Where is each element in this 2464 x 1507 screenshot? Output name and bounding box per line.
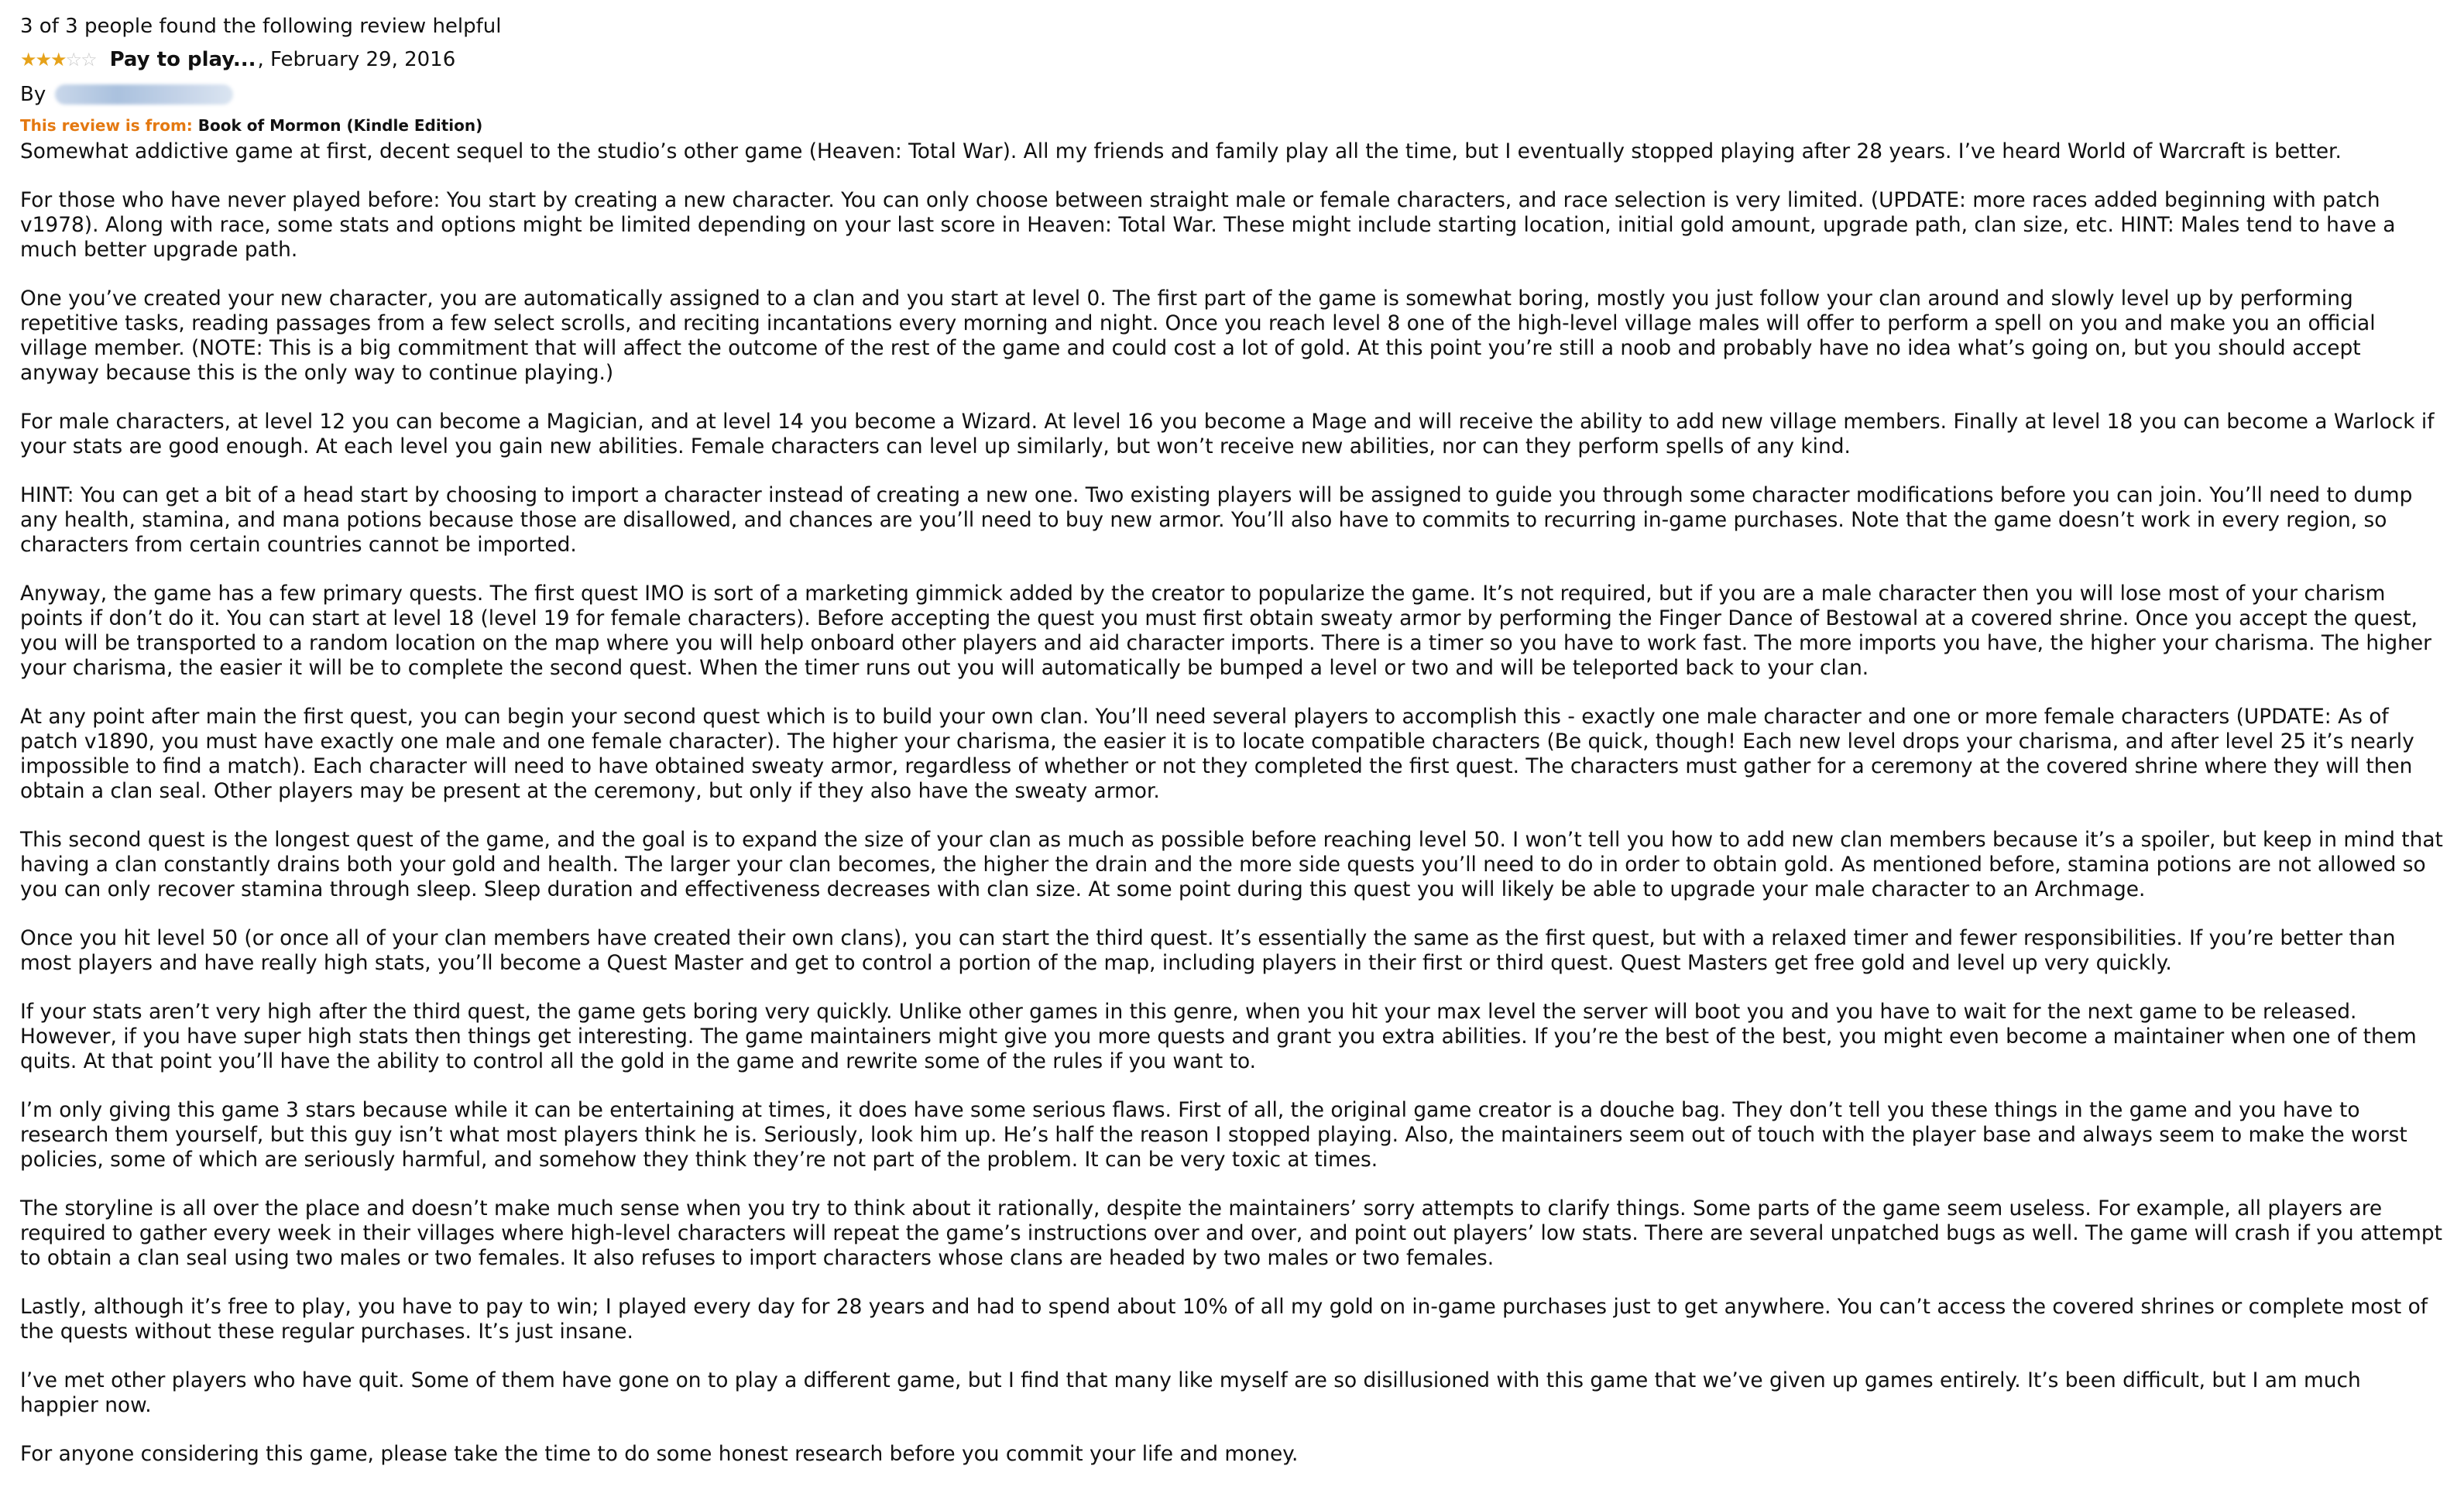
- star-filled-icon: ★: [20, 49, 36, 70]
- review-body: [20, 139, 2444, 1467]
- by-label: By: [20, 83, 46, 106]
- product-link[interactable]: Book of Mormon (Kindle Edition): [197, 116, 483, 135]
- customer-review: [20, 11, 2444, 1491]
- review-date: , February 29, 2016: [257, 48, 456, 71]
- review-paragraph: I’ve met other players who have quit. Some of them have gone on to play a different game, but I find that many like myself are so disillusioned with this game that we’ve given up games entirely. It’s been difficult, but I am much happier now.: [20, 1368, 2361, 1417]
- star-rating: [20, 50, 96, 69]
- review-source: [20, 112, 2444, 139]
- review-paragraph: At any point after main the first quest, you can begin your second quest which is to build your own clan. You’ll need several players to accomplish this - exactly one male character and one or more female characters (UPDATE: As of patch v1890, you must have exactly one male and one female character). The higher your charisma, the easier it is to locate compatible characters (Be quick, though! Each new level drops your charisma, and after level 25 it’s nearly impossible to find a match). Each character will need to have obtained sweaty armor, regardless of whether or not they completed the first quest. The characters must gather for a ceremony at the covered shrine where they will then obtain a clan seal. Other players may be present at the ceremony, but only if they also have the sweaty armor.: [20, 705, 2414, 803]
- review-from-label: This review is from:: [20, 116, 193, 135]
- review-paragraph: Anyway, the game has a few primary quests. The first quest IMO is sort of a marketing gimmick added by the creator to popularize the game. It’s not required, but if you are a male character then you will lose most of your charism points if don’t do it. You can start at level 18 (level 19 for female characters). Before accepting the quest you must first obtain sweaty armor by performing the Finger Dance of Bestowal at a covered shrine. Once you accept the quest, you will be transported to a random location on the map where you will help onboard other players and aid character imports. There is a timer so you have to work fast. The more imports you have, the higher your charisma. The higher your charisma, the easier it will be to complete the second quest. When the timer runs out you will automatically be bumped a level or two and will be teleported back to your clan.: [20, 582, 2431, 680]
- helpful-votes-text: 3 of 3 people found the following review helpful: [20, 15, 502, 38]
- review-paragraph: One you’ve created your new character, you are automatically assigned to a clan and you start at level 0. The first part of the game is somewhat boring, mostly you just follow your clan around and slowly level up by performing repetitive tasks, reading passages from a few select scrolls, and reciting incantations every morning and night. Once you reach level 8 one of the high-level village males will offer to perform a spell on you and make you an official village member. (NOTE: This is a big commitment that will affect the outcome of the rest of the game and could cost a lot of gold. At this point you’re still a noob and probably have no idea what’s going on, but you should accept anyway because this is the only way to continue playing.): [20, 287, 2376, 385]
- review-paragraph: Somewhat addictive game at first, decent sequel to the studio’s other game (Heaven: Total War). All my friends and family play all the time, but I eventually stopped playing after 28 years. I’ve heard World of Warcraft is better.: [20, 139, 2342, 163]
- review-paragraph: For male characters, at level 12 you can become a Magician, and at level 14 you become a Wizard. At level 16 you become a Mage and will receive the ability to add new village members. Finally at level 18 you can become a Warlock if your stats are good enough. At each level you gain new abilities. Female characters can level up similarly, but won’t receive new abilities, nor can they perform spells of any kind.: [20, 410, 2435, 458]
- review-author-row: [20, 77, 2444, 112]
- review-header: [20, 42, 2444, 77]
- star-empty-icon: ☆: [65, 49, 81, 70]
- review-paragraph: The storyline is all over the place and doesn’t make much sense when you try to think about it rationally, despite the maintainers’ sorry attempts to clarify things. Some parts of the game seem useless. For example, all players are required to gather every week in their villages where high-level characters will repeat the game’s instructions over and over, and point out players’ low stats. There are several unpatched bugs as well. The game will crash if you attempt to obtain a clan seal using two males or two females. It also refuses to import characters whose clans are headed by two males or two females.: [20, 1196, 2442, 1270]
- review-paragraph: This second quest is the longest quest of the game, and the goal is to expand the size of your clan as much as possible before reaching level 50. I won’t tell you how to add new clan members because it’s a spoiler, but keep in mind that having a clan constantly drains both your gold and health. The larger your clan becomes, the higher the drain and the more side quests you’ll need to do in order to obtain gold. As mentioned before, stamina potions are not allowed so you can only recover stamina through sleep. Sleep duration and effectiveness decreases with clan size. At some point during this quest you will likely be able to upgrade your male character to an Archmage.: [20, 828, 2443, 901]
- star-filled-icon: ★: [35, 49, 51, 70]
- star-filled-icon: ★: [50, 49, 66, 70]
- review-paragraph: For those who have never played before: You start by creating a new character. You can only choose between straight male or female characters, and race selection is very limited. (UPDATE: more races added beginning with patch v1978). Along with race, some stats and options might be limited depending on your last score in Heaven: Total War. These might include starting location, initial gold amount, upgrade path, clan size, etc. HINT: Males tend to have a much better upgrade path.: [20, 188, 2396, 262]
- review-paragraph: Once you hit level 50 (or once all of your clan members have created their own clans), you can start the third quest. It’s essentially the same as the first quest, but with a relaxed timer and fewer responsibilities. If you’re better than most players and have really high stats, you’ll become a Quest Master and get to control a portion of the map, including players in their first or third quest. Quest Masters get free gold and level up very quickly.: [20, 926, 2396, 975]
- review-paragraph: Lastly, although it’s free to play, you have to pay to win; I played every day for 28 years and had to spend about 10% of all my gold on in-game purchases just to get anywhere. You can’t access the covered shrines or complete most of the quests without these regular purchases. It’s just insane.: [20, 1295, 2428, 1344]
- author-name-redacted[interactable]: [55, 84, 233, 105]
- star-empty-icon: ☆: [81, 49, 96, 70]
- review-paragraph: HINT: You can get a bit of a head start by choosing to import a character instead of creating a new one. Two existing players will be assigned to guide you through some character modifications before you can join. You’ll need to dump any health, stamina, and mana potions because those are disallowed, and chances are you’ll need to buy new armor. You’ll also have to commits to recurring in-game purchases. Note that the game doesn’t work in every region, so characters from certain countries cannot be imported.: [20, 483, 2413, 557]
- review-title[interactable]: Pay to play...: [109, 48, 256, 71]
- review-paragraph: For anyone considering this game, please take the time to do some honest research before you commit your life and money.: [20, 1442, 1299, 1466]
- review-paragraph: If your stats aren’t very high after the third quest, the game gets boring very quickly. Unlike other games in this genre, when you hit your max level the server will boot you and you have to wait for the next game to be released. However, if you have super high stats then things get interesting. The game maintainers might give you more quests and grant you extra abilities. If you’re the best of the best, you might even become a maintainer when one of them quits. At that point you’ll have the ability to control all the gold in the game and rewrite some of the rules if you want to.: [20, 1000, 2417, 1073]
- review-paragraph: I’m only giving this game 3 stars because while it can be entertaining at times, it does have some serious flaws. First of all, the original game creator is a douche bag. They don’t tell you these things in the game and you have to research them yourself, but this guy isn’t what most players think he is. Seriously, look him up. He’s half the reason I stopped playing. Also, the maintainers seem out of touch with the player base and always seem to make the worst policies, some of which are seriously harmful, and somehow they think they’re not part of the problem. It can be very toxic at times.: [20, 1098, 2407, 1172]
